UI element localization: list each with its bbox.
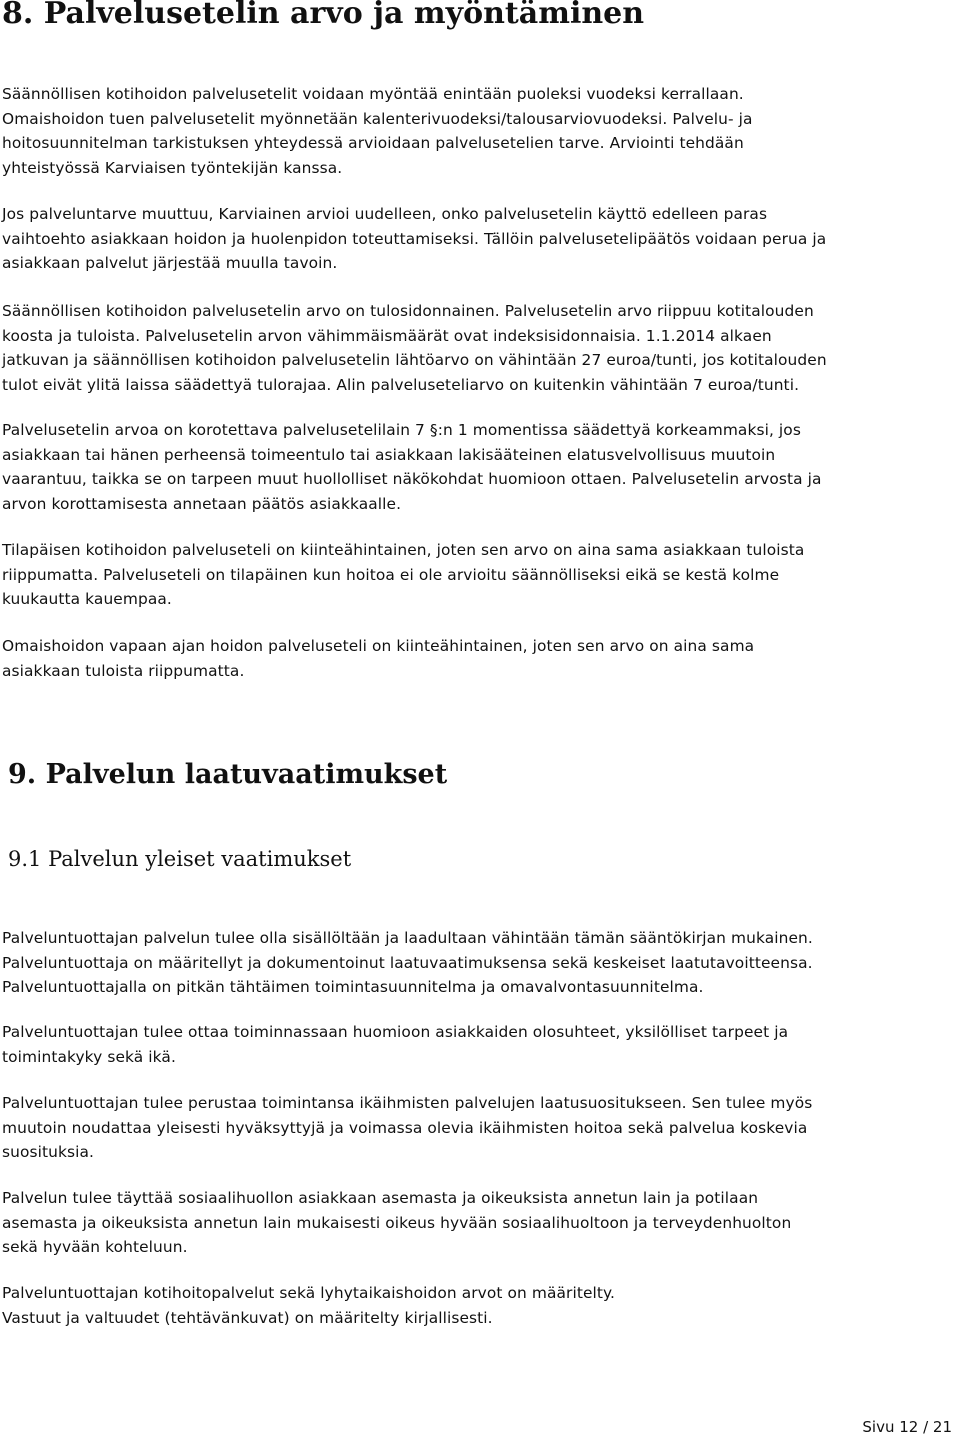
text-line: riippumatta. Palveluseteli on tilapäinen kun hoitoa ei ole arvioitu säännölliseksi eikä se kestä kolme xyxy=(2,565,780,584)
text-line: asemasta ja oikeuksista annetun lain mukaisesti oikeus hyvään sosiaalihuoltoon ja terveydenhuolton xyxy=(2,1213,792,1232)
paragraph-carer-leave xyxy=(2,634,952,683)
section-8-heading: 8. Palvelusetelin arvo ja myöntäminen xyxy=(2,0,645,31)
text-line: Palveluntuottajan palvelun tulee olla sisällöltään ja laadultaan vähintään tämän sääntökirjan mukainen. xyxy=(2,929,813,947)
text-line: Tilapäisen kotihoidon palveluseteli on kiinteähintainen, joten sen arvo on aina sama asiakkaan tuloista xyxy=(2,541,805,559)
paragraph-quality-recommendation xyxy=(2,1091,952,1165)
text-line: Omaishoidon tuen palvelusetelit myönnetään kalenterivuodeksi/talousarviovuodeksi. Palvelu- ja xyxy=(2,109,753,128)
text-line: vaihtoehto asiakkaan hoidon ja huolenpidon toteuttamiseksi. Tällöin palvelusetelipäätös voidaan perua ja xyxy=(2,229,827,248)
paragraph-voucher-value xyxy=(2,299,952,397)
paragraph-provider-requirements xyxy=(2,926,952,1000)
text-line: Palveluntuottajan kotihoitopalvelut sekä lyhytaikaishoidon arvot on määritelty. xyxy=(2,1284,616,1302)
paragraph-temporary-care xyxy=(2,538,952,612)
text-line: Säännöllisen kotihoidon palvelusetelit voidaan myöntää enintään puoleksi vuodeksi kerrallaan. xyxy=(2,85,744,103)
text-line: Palvelun tulee täyttää sosiaalihuollon asiakkaan asemasta ja oikeuksista annetun lain ja potilaan xyxy=(2,1189,759,1207)
text-line: sekä hyvään kohteluun. xyxy=(2,1238,188,1257)
text-line: yhteistyössä Karviaisen työntekijän kanssa. xyxy=(2,158,343,177)
text-line: asiakkaan tuloista riippumatta. xyxy=(2,661,245,680)
paragraph-patient-rights xyxy=(2,1186,952,1260)
text-line: Säännöllisen kotihoidon palvelusetelin arvo on tulosidonnainen. Palvelusetelin arvo riippuu kotitalouden xyxy=(2,302,814,320)
text-line: Palveluntuottaja on määritellyt ja dokumentoinut laatuvaatimuksensa sekä keskeiset laatutavoitteensa. xyxy=(2,953,813,972)
section-9-1-heading: 9.1 Palvelun yleiset vaatimukset xyxy=(8,847,352,871)
text-line: Jos palveluntarve muuttuu, Karviainen arvioi uudelleen, onko palvelusetelin käyttö edelleen paras xyxy=(2,205,768,223)
paragraph-value-increase xyxy=(2,418,952,516)
page-number: Sivu 12 / 21 xyxy=(862,1418,952,1436)
text-line: asiakkaan tai hänen perheensä toimeentulo tai asiakkaan lakisääteinen elatusvelvollisuus muutoin xyxy=(2,445,776,464)
text-line: Palveluntuottajalla on pitkän tähtäimen toimintasuunnitelma ja omavalvontasuunnitelma. xyxy=(2,978,704,997)
text-line: jatkuvan ja säännöllisen kotihoidon palvelusetelin lähtöarvo on vähintään 27 euroa/tunti, jos kotitalouden xyxy=(2,351,827,370)
paragraph-responsibilities xyxy=(2,1281,952,1330)
section-9-heading: 9. Palvelun laatuvaatimukset xyxy=(8,759,448,790)
text-line: Palvelusetelin arvoa on korotettava palvelusetelilain 7 §:n 1 momentissa säädettyä korkeammaksi, jos xyxy=(2,421,801,439)
text-line: Palveluntuottajan tulee perustaa toimintansa ikäihmisten palvelujen laatusuositukseen. Sen tulee myös xyxy=(2,1094,813,1112)
text-line: kuukautta kauempaa. xyxy=(2,590,172,609)
text-line: tulot eivät ylitä laissa säädettyä tulorajaa. Alin palveluseteliarvo on kuitenkin vähintään 7 euroa/tunti. xyxy=(2,375,800,394)
text-line: Omaishoidon vapaan ajan hoidon palveluseteli on kiinteähintainen, joten sen arvo on aina sama xyxy=(2,637,755,655)
text-line: Palveluntuottajan tulee ottaa toiminnassaan huomioon asiakkaiden olosuhteet, yksilölliset tarpeet ja xyxy=(2,1023,789,1041)
paragraph-customer-needs xyxy=(2,1020,952,1069)
text-line: toimintakyky sekä ikä. xyxy=(2,1047,176,1066)
text-line: vaarantuu, taikka se on tarpeen muut huollolliset näkökohdat huomioon ottaen. Palvelusetelin arvosta ja xyxy=(2,470,822,489)
text-line: koosta ja tuloista. Palvelusetelin arvon vähimmäismäärät ovat indeksisidonnaisia. 1.1.2014 alkaen xyxy=(2,326,772,345)
paragraph-reassessment xyxy=(2,202,952,276)
text-line: Vastuut ja valtuudet (tehtävänkuvat) on määritelty kirjallisesti. xyxy=(2,1308,493,1327)
text-line: suosituksia. xyxy=(2,1143,95,1162)
text-line: muutoin noudattaa yleisesti hyväksyttyjä ja voimassa olevia ikäihmisten hoitoa sekä palvelua koskevia xyxy=(2,1118,808,1137)
text-line: hoitosuunnitelman tarkistuksen yhteydessä arvioidaan palvelusetelien tarve. Arviointi tehdään xyxy=(2,134,744,153)
text-line: asiakkaan palvelut järjestää muulla tavoin. xyxy=(2,254,338,273)
paragraph-validity xyxy=(2,82,952,180)
text-line: arvon korottamisesta annetaan päätös asiakkaalle. xyxy=(2,494,402,513)
